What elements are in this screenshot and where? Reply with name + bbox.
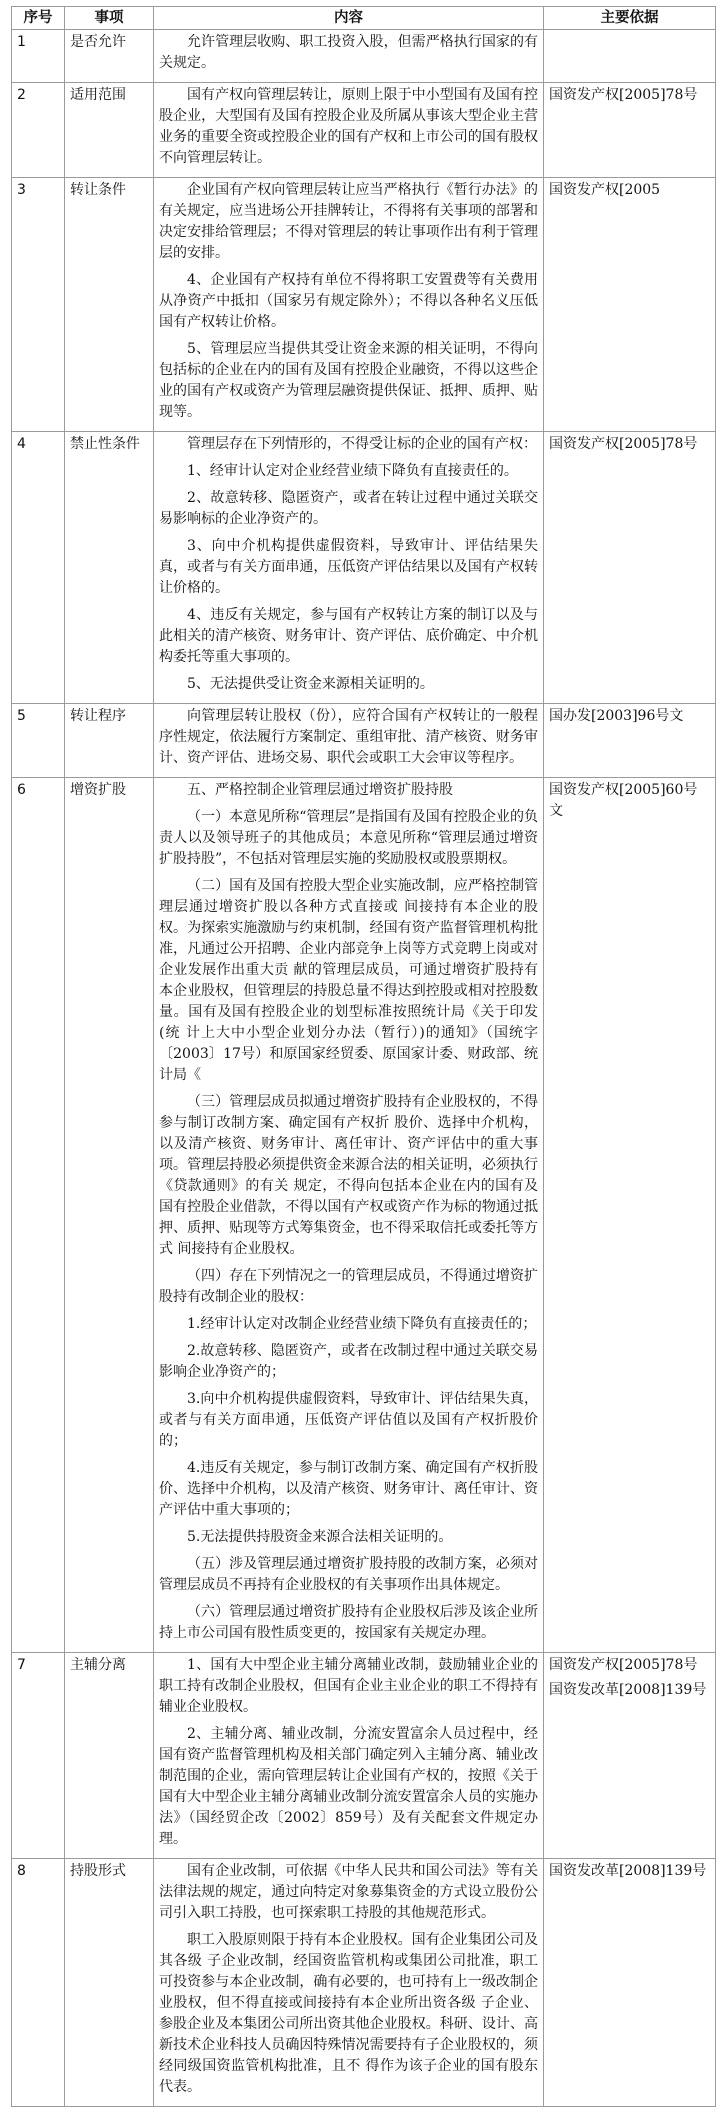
header-item: 事项 [65, 7, 154, 30]
row-content [154, 778, 544, 1653]
row-number: 1 [12, 30, 65, 83]
row-item: 禁止性条件 [65, 432, 154, 704]
row-item: 转让条件 [65, 178, 154, 432]
content-paragraph: （五）涉及管理层通过增资扩股持股的改制方案，必须对管理层成员不再持有企业股权的有关事项作出具体规定。 [159, 1556, 538, 1593]
content-paragraph: 3、向中介机构提供虚假资料，导致审计、评估结果失真，或者与有关方面串通，压低资产评估结果以及国有产权转让价格的。 [159, 538, 538, 596]
row-item: 是否允许 [65, 30, 154, 83]
content-paragraph: （一）本意见所称“管理层”是指国有及国有控股企业的负责人以及领导班子的其他成员；本意见所称“管理层通过增资扩股持股”，不包括对管理层实施的奖励股权或股票期权。 [159, 809, 538, 867]
table-row [12, 1859, 716, 2107]
row-basis [544, 178, 716, 432]
row-content [154, 1859, 544, 2107]
basis-reference: 国资发产权[2005 [549, 182, 661, 198]
row-basis [544, 778, 716, 1653]
content-paragraph: （二）国有及国有控股大型企业实施改制，应严格控制管理层通过增资扩股以各种方式直接或 间接持有本企业的股权。为探索实施激励与约束机制，经国有资产监督管理机构批准，凡通过公开招聘、企业内部竞争上岗等方式竞聘上岗或对企业发展作出重大贡 献的管理层成员，可通过增资扩股持有本企业股权，但管理层的持股总量不得达到控股或相对控股数量。国有及国有控股企业的划型标准按照统计局《关于印发(统 计上大中小型企业划分办法（暂行）)的通知》（国统字〔2003〕17号）和原国家经贸委、原国家计委、财政部、统计局《 [159, 878, 538, 1083]
row-number: 8 [12, 1859, 65, 2107]
content-paragraph: 管理层存在下列情形的，不得受让标的企业的国有产权： [187, 436, 537, 452]
basis-reference: 国资发产权[2005]60号文 [549, 782, 698, 819]
table-row [12, 1653, 716, 1859]
content-paragraph: 企业国有产权向管理层转让应当严格执行《暂行办法》的有关规定，应当进场公开挂牌转让，不得将有关事项的部署和决定安排给管理层；不得对管理层的转让事项作出有利于管理层的安排。 [159, 182, 538, 261]
row-number: 4 [12, 432, 65, 704]
content-paragraph: （六）管理层通过增资扩股持有企业股权后涉及该企业所持上市公司国有股性质变更的，按国家有关规定办理。 [159, 1604, 538, 1641]
table-row [12, 778, 716, 1653]
content-paragraph: 2.故意转移、隐匿资产，或者在改制过程中通过关联交易影响企业净资产的； [159, 1343, 538, 1380]
row-number: 2 [12, 83, 65, 178]
content-paragraph: 5、无法提供受让资金来源相关证明的。 [187, 676, 434, 692]
row-item: 持股形式 [65, 1859, 154, 2107]
basis-reference: 国办发[2003]96号文 [549, 708, 684, 724]
content-paragraph: 4、企业国有产权持有单位不得将职工安置费等有关费用从净资产中抵扣（国家另有规定除外）；不得以各种名义压低国有产权转让价格。 [159, 272, 538, 330]
basis-reference: 国资发改革[2008]139号 [549, 1682, 707, 1698]
row-content [154, 1653, 544, 1859]
table-row [12, 178, 716, 432]
row-basis [544, 704, 716, 778]
table-row [12, 432, 716, 704]
header-basis: 主要依据 [544, 7, 716, 30]
policy-table [11, 6, 716, 2107]
content-paragraph: 2、主辅分离、辅业改制，分流安置富余人员过程中，经国有资产监督管理机构及相关部门确定列入主辅分离、辅业改制范围的企业，需向管理层转让企业国有产权的，按照《关于国有大中型企业主辅分离辅业改制分流安置富余人员的实施办法》（国经贸企改〔2002〕859号）及有关配套文件规定办理。 [159, 1726, 538, 1847]
content-paragraph: 向管理层转让股权（份），应符合国有产权转让的一般程序性规定，依法履行方案制定、重组审批、清产核资、财务审计、资产评估、进场交易、职代会或职工大会审议等程序。 [159, 708, 538, 766]
content-paragraph: 允许管理层收购、职工投资入股，但需严格执行国家的有关规定。 [159, 34, 538, 71]
basis-reference: 国资发产权[2005]78号 [549, 1657, 698, 1673]
basis-reference: 国资发改革[2008]139号 [549, 1863, 707, 1879]
content-paragraph: 5、管理层应当提供其受让资金来源的相关证明，不得向包括标的企业在内的国有及国有控股企业融资，不得以这些企业的国有产权或资产为管理层融资提供保证、抵押、质押、贴现等。 [159, 341, 538, 420]
content-paragraph: 五、严格控制企业管理层通过增资扩股持股 [187, 782, 453, 798]
table-body [12, 30, 716, 2107]
header-row [12, 7, 716, 30]
row-basis [544, 432, 716, 704]
row-content [154, 432, 544, 704]
content-paragraph: 3.向中介机构提供虚假资料，导致审计、评估结果失真，或者与有关方面串通，压低资产评估值以及国有产权折股价的； [159, 1391, 538, 1449]
content-paragraph: 1、经审计认定对企业经营业绩下降负有直接责任的。 [187, 463, 518, 479]
content-paragraph: 5.无法提供持股资金来源合法相关证明的。 [187, 1529, 453, 1545]
content-paragraph: 1.经审计认定对改制企业经营业绩下降负有直接责任的； [187, 1316, 537, 1332]
basis-reference: 国资发产权[2005]78号 [549, 436, 698, 452]
content-paragraph: 2、故意转移、隐匿资产，或者在转让过程中通过关联交易影响标的企业净资产的。 [159, 490, 538, 527]
row-number: 3 [12, 178, 65, 432]
header-num: 序号 [12, 7, 65, 30]
row-number: 6 [12, 778, 65, 1653]
row-basis [544, 1859, 716, 2107]
row-content [154, 83, 544, 178]
table-row [12, 30, 716, 83]
content-paragraph: 4.违反有关规定，参与制订改制方案、确定国有产权折股价、选择中介机构，以及清产核资、财务审计、离任审计、资产评估中重大事项的； [159, 1460, 538, 1518]
content-paragraph: 1、国有大中型企业主辅分离辅业改制，鼓励辅业企业的职工持有改制企业股权，但国有企业主业企业的职工不得持有辅业企业股权。 [159, 1657, 538, 1715]
row-item: 适用范围 [65, 83, 154, 178]
content-paragraph: 国有企业改制，可依据《中华人民共和国公司法》等有关法律法规的规定，通过向特定对象募集资金的方式设立股份公司引入职工持股，也可探索职工持股的其他规范形式。 [159, 1863, 538, 1921]
row-item: 转让程序 [65, 704, 154, 778]
row-item: 增资扩股 [65, 778, 154, 1653]
row-content [154, 30, 544, 83]
row-basis [544, 83, 716, 178]
content-paragraph: 4、违反有关规定，参与国有产权转让方案的制订以及与此相关的清产核资、财务审计、资产评估、底价确定、中介机构委托等重大事项的。 [159, 607, 538, 665]
content-paragraph: 职工入股原则限于持有本企业股权。国有企业集团公司及其各级 子企业改制，经国资监管机构或集团公司批准，职工可投资参与本企业改制，确有必要的，也可持有上一级改制企业股权，但不得直接或间接持有本企业所出资各级 子企业、参股企业及本集团公司所出资其他企业股权。科研、设计、高新技术企业科技人员确因特殊情况需要持有子企业股权的，须经同级国资监管机构批准，且不 得作为该子企业的国有股东代表。 [159, 1932, 538, 2095]
content-paragraph: （四）存在下列情况之一的管理层成员，不得通过增资扩股持有改制企业的股权： [159, 1268, 538, 1305]
content-paragraph: 国有产权向管理层转让，原则上限于中小型国有及国有控股企业，大型国有及国有控股企业及所属从事该大型企业主营业务的重要全资或控股企业的国有产权和上市公司的国有股权不向管理层转让。 [159, 87, 538, 166]
row-number: 7 [12, 1653, 65, 1859]
row-content [154, 704, 544, 778]
row-number: 5 [12, 704, 65, 778]
header-content: 内容 [154, 7, 544, 30]
row-basis [544, 30, 716, 83]
content-paragraph: （三）管理层成员拟通过增资扩股持有企业股权的，不得参与制订改制方案、确定国有产权折 股价、选择中介机构，以及清产核资、财务审计、离任审计、资产评估中的重大事项。管理层持股必须提供资金来源合法的相关证明，必须执行《贷款通则》的有关 规定，不得向包括本企业在内的国有及国有控股企业借款，不得以国有产权或资产作为标的物通过抵押、质押、贴现等方式筹集资金，也不得采取信托或委托等方式 间接持有企业股权。 [159, 1094, 538, 1257]
row-content [154, 178, 544, 432]
row-basis [544, 1653, 716, 1859]
basis-reference: 国资发产权[2005]78号 [549, 87, 698, 103]
table-row [12, 83, 716, 178]
table-row [12, 704, 716, 778]
row-item: 主辅分离 [65, 1653, 154, 1859]
